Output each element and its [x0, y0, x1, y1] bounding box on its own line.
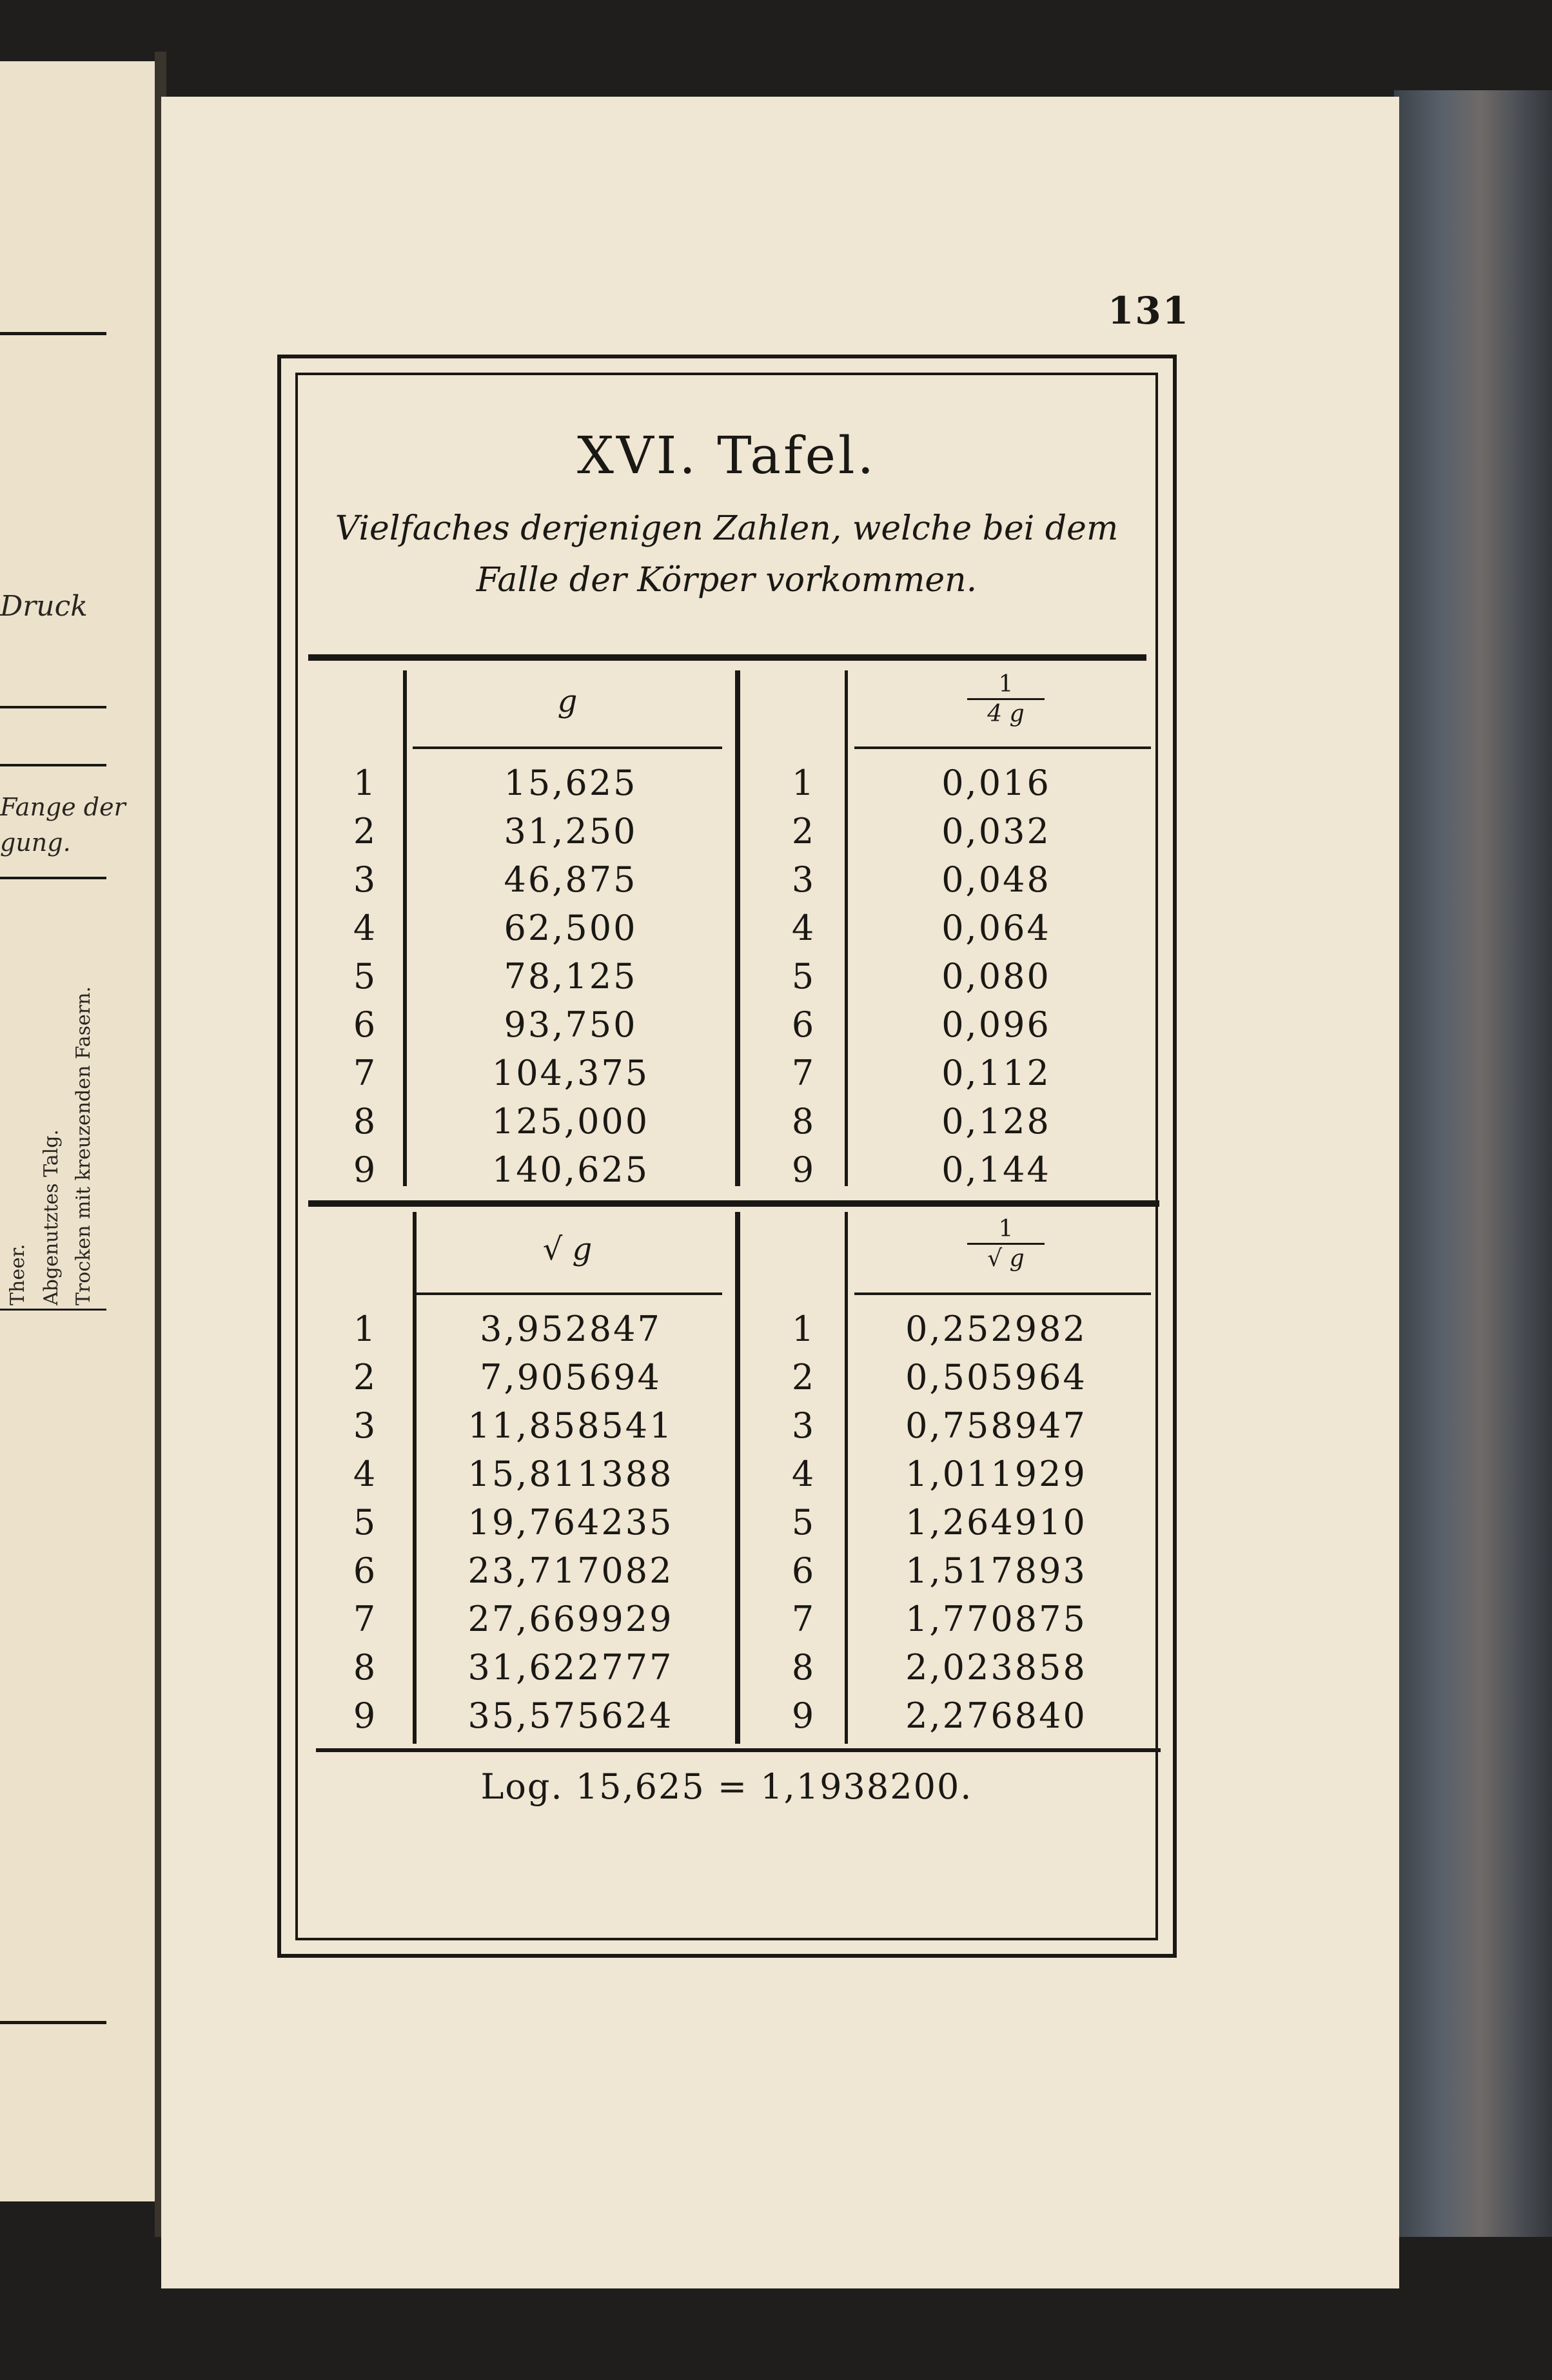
table-subtitle-line1: Vielfaches derjenigen Zahlen, welche bei dem [335, 509, 1119, 548]
row-value-g: 11,858541 [467, 1405, 674, 1446]
row-index: 1 [353, 763, 376, 803]
row-index-2: 7 [791, 1599, 814, 1639]
top-header-frac-num: 1 [998, 671, 1014, 697]
column-divider [413, 1212, 417, 1744]
left-page-rule [0, 877, 106, 879]
bottom-header-fraction [858, 1215, 1154, 1273]
row-index-2: 7 [791, 1053, 814, 1093]
row-index: 9 [353, 1695, 376, 1736]
row-value-g: 125,000 [491, 1101, 650, 1142]
row-index-2: 6 [791, 1550, 814, 1591]
row-index: 6 [353, 1004, 376, 1045]
row-index-2: 3 [791, 1405, 814, 1446]
top-header-underline [413, 746, 722, 749]
row-value-g: 15,811388 [467, 1454, 674, 1494]
row-index-2: 8 [791, 1101, 814, 1142]
row-value-g: 7,905694 [480, 1357, 662, 1398]
row-index: 2 [353, 1357, 376, 1398]
column-divider [735, 1212, 740, 1744]
row-value-f: 0,758947 [905, 1405, 1087, 1446]
bottom-header-frac-num: 1 [998, 1216, 1014, 1242]
row-index: 2 [353, 811, 376, 852]
row-value-f: 0,032 [941, 811, 1051, 852]
row-index: 1 [353, 1309, 376, 1349]
row-value-g: 46,875 [504, 859, 638, 900]
row-value-f: 1,264910 [905, 1502, 1087, 1543]
row-value-f: 0,128 [941, 1101, 1051, 1142]
row-index: 9 [353, 1149, 376, 1190]
row-index-2: 1 [791, 763, 814, 803]
row-value-g: 15,625 [504, 763, 638, 803]
row-value-f: 0,048 [941, 859, 1051, 900]
row-index: 3 [353, 1405, 376, 1446]
row-value-g: 140,625 [491, 1149, 650, 1190]
row-value-f: 0,505964 [905, 1357, 1087, 1398]
row-index: 7 [353, 1053, 376, 1093]
row-index-2: 4 [791, 1454, 814, 1494]
row-value-f: 0,144 [941, 1149, 1051, 1190]
row-value-g: 31,622777 [467, 1647, 674, 1688]
left-col-theer: Theer. [6, 1244, 29, 1305]
row-index: 6 [353, 1550, 376, 1591]
row-value-f: 2,023858 [905, 1647, 1087, 1688]
page-number: 131 [1108, 289, 1190, 333]
top-header-fraction [858, 670, 1154, 728]
row-value-f: 0,064 [941, 908, 1051, 948]
row-value-g: 62,500 [504, 908, 638, 948]
footer-rule [316, 1748, 1161, 1752]
left-label-fange: Fange der [0, 793, 126, 821]
row-index-2: 5 [791, 1502, 814, 1543]
row-index-2: 5 [791, 956, 814, 997]
row-value-g: 27,669929 [467, 1599, 674, 1639]
row-value-f: 0,112 [941, 1053, 1051, 1093]
header-rule [308, 654, 1146, 661]
left-col-abgenutztes: Abgenutztes Talg. [40, 1129, 63, 1305]
section-rule [308, 1200, 1159, 1207]
column-divider [735, 670, 740, 1186]
column-divider [845, 1212, 848, 1744]
row-value-g: 19,764235 [467, 1502, 674, 1543]
left-page-rule [0, 1309, 106, 1311]
row-value-f: 0,016 [941, 763, 1051, 803]
row-index-2: 9 [791, 1149, 814, 1190]
row-value-g: 35,575624 [467, 1695, 674, 1736]
row-value-g: 104,375 [491, 1053, 650, 1093]
row-index-2: 2 [791, 811, 814, 852]
row-index: 5 [353, 956, 376, 997]
column-divider [845, 670, 848, 1186]
left-col-trocken: Trocken mit kreuzenden Fasern. [72, 986, 95, 1305]
left-page-rule [0, 706, 106, 708]
left-label-gung: gung. [0, 828, 71, 857]
top-header-g: g [557, 683, 578, 719]
row-value-g: 3,952847 [480, 1309, 662, 1349]
row-index-2: 8 [791, 1647, 814, 1688]
row-index-2: 6 [791, 1004, 814, 1045]
left-page-rule [0, 764, 106, 766]
row-value-f: 1,011929 [905, 1454, 1087, 1494]
left-page-rule [0, 2021, 106, 2024]
row-value-g: 31,250 [504, 811, 638, 852]
row-index: 7 [353, 1599, 376, 1639]
row-index: 8 [353, 1647, 376, 1688]
top-header-frac-den: 4 g [987, 701, 1025, 728]
table-title: XVI. Tafel. [577, 425, 876, 485]
bottom-header-underline [854, 1292, 1151, 1295]
table-subtitle-line2: Falle der Körper vorkommen. [476, 561, 977, 600]
row-index: 8 [353, 1101, 376, 1142]
row-value-f: 1,770875 [905, 1599, 1087, 1639]
row-index-2: 3 [791, 859, 814, 900]
left-page-rule [0, 332, 106, 335]
row-value-f: 0,096 [941, 1004, 1051, 1045]
row-value-g: 23,717082 [467, 1550, 674, 1591]
row-value-g: 93,750 [504, 1004, 638, 1045]
row-value-f: 0,252982 [905, 1309, 1087, 1349]
row-index: 5 [353, 1502, 376, 1543]
row-value-g: 78,125 [504, 956, 638, 997]
bottom-header-underline [413, 1292, 722, 1295]
left-page [0, 61, 160, 2201]
row-value-f: 2,276840 [905, 1695, 1087, 1736]
bottom-header-frac-den: √ g [987, 1245, 1025, 1273]
row-value-f: 0,080 [941, 956, 1051, 997]
row-value-f: 1,517893 [905, 1550, 1087, 1591]
row-index-2: 9 [791, 1695, 814, 1736]
row-index-2: 2 [791, 1357, 814, 1398]
row-index: 3 [353, 859, 376, 900]
bottom-header-sqrt: √ g [542, 1231, 593, 1267]
row-index: 4 [353, 1454, 376, 1494]
row-index-2: 4 [791, 908, 814, 948]
left-label-druck: Druck [0, 590, 88, 623]
book-cover-edge [1394, 90, 1552, 2237]
column-divider [403, 670, 407, 1186]
top-header-underline [854, 746, 1151, 749]
log-footer: Log. 15,625 = 1,1938200. [480, 1766, 973, 1807]
row-index: 4 [353, 908, 376, 948]
row-index-2: 1 [791, 1309, 814, 1349]
